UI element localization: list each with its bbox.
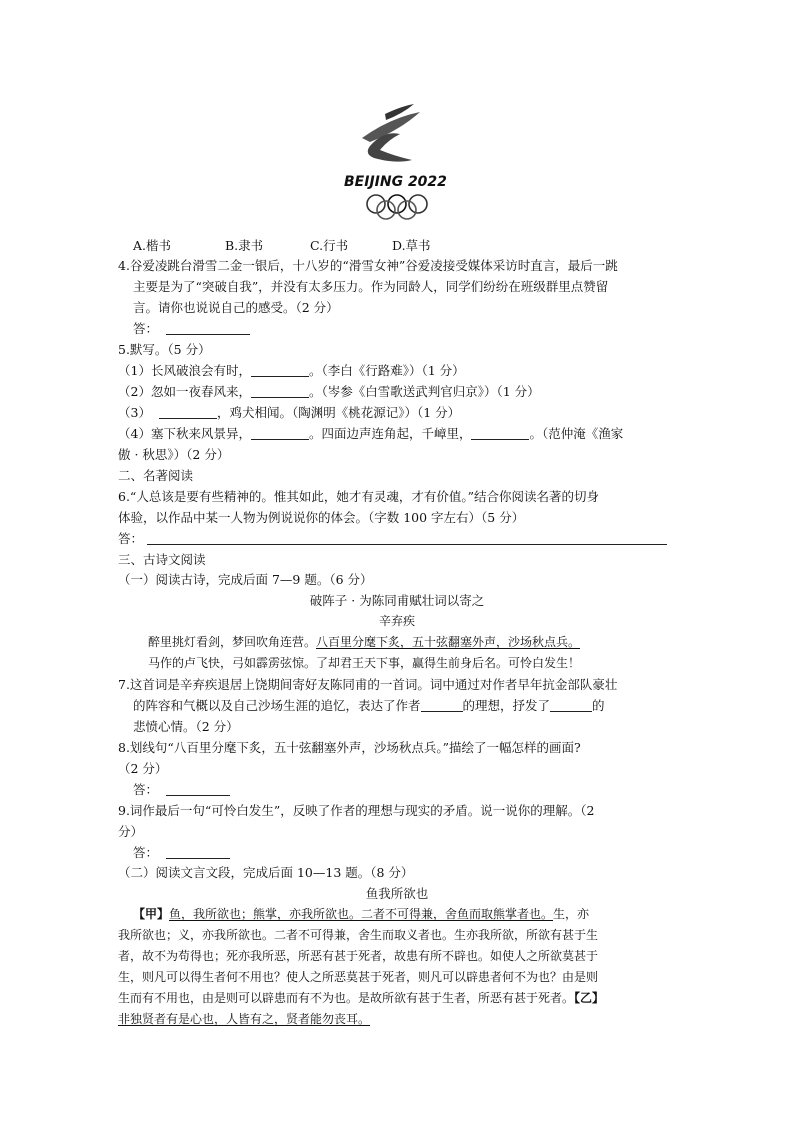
section2-heading: 二、名著阅读 bbox=[118, 468, 194, 483]
q6-line2: 体验，以作品中某一人物为例说说你的体会。（字数 100 字左右）（5 分） bbox=[118, 510, 525, 525]
q7-line2-suffix: 的 bbox=[592, 698, 605, 713]
yi-label: 【乙】 bbox=[574, 991, 605, 1005]
q5-item1-blank[interactable] bbox=[251, 364, 309, 377]
q7-line1: 7.这首词是辛弃疾退居上饶期间寄好友陈同甫的一首词。词中通过对作者早年抗金部队豪壮 bbox=[118, 677, 618, 692]
q5-item1-prefix: （1）长风破浪会有时， bbox=[118, 363, 251, 378]
q5-item4-prefix: （4）塞下秋来风景异， bbox=[118, 426, 251, 441]
q8-answer bbox=[133, 780, 230, 798]
text-underlined-sentence-2: 非独贤者有是心也，人皆有之，贤者能勿丧耳。 bbox=[118, 1012, 371, 1026]
answer-label: 答： bbox=[118, 531, 144, 546]
q5-item1-suffix: 。（李白《行路难》）（1 分） bbox=[308, 363, 465, 378]
text-line1-tail: 生，亦 bbox=[553, 907, 590, 921]
q9-answer bbox=[133, 843, 230, 861]
text-line5-plain: 生而有不用也，由是则可以辟患而有不为也。是故所欲有甚于生者，所恶有甚于死者。 bbox=[118, 991, 575, 1005]
q8-answer-blank[interactable] bbox=[166, 783, 230, 796]
text-line4: 生，则凡可以得生者何不用也？使人之所恶莫甚于死者，则凡可以辟患者何不为也？由是则 bbox=[118, 970, 599, 984]
option-d: D.草书 bbox=[392, 238, 431, 253]
winter-olympics-emblem-icon bbox=[340, 100, 470, 220]
logo-wordmark: BEIJING 2022 bbox=[344, 174, 447, 190]
poem-underlined-sentence: 八百里分麾下炙，五十弦翻塞外声，沙场秋点兵。 bbox=[316, 635, 581, 649]
q5-item4-blank-2[interactable] bbox=[471, 427, 529, 440]
poem-line1 bbox=[148, 633, 580, 650]
text-line1 bbox=[133, 905, 589, 922]
text-line6 bbox=[118, 1010, 370, 1027]
option-c: C.行书 bbox=[310, 238, 349, 253]
part1-instruction: （一）阅读古诗，完成后面 7—9 题。（6 分） bbox=[118, 572, 373, 587]
q5-title: 5.默写。（5 分） bbox=[118, 342, 211, 357]
q4-line3: 言。请你也说说自己的感受。（2 分） bbox=[133, 300, 339, 315]
q5-item3-prefix: （3） bbox=[118, 405, 151, 420]
poem-line2: 马作的卢飞快，弓如霹雳弦惊。了却君王天下事，赢得生前身后名。可怜白发生！ bbox=[148, 656, 581, 670]
q5-item2-blank[interactable] bbox=[251, 385, 309, 398]
answer-label: 答： bbox=[133, 321, 159, 336]
jia-label: 【甲】 bbox=[133, 907, 170, 921]
q9-line2: 分） bbox=[118, 824, 144, 839]
q9-line1: 9.词作最后一句“可怜白发生”，反映了作者的理想与现实的矛盾。说一说你的理解。（2 bbox=[118, 803, 595, 818]
text-line2: 我所欲也；义，亦我所欲也。二者不可得兼，舍生而取义者也。生亦我所欲，所欲有甚于生 bbox=[118, 928, 599, 942]
q6-line1: 6.“人总该是要有些精神的。惟其如此，她才有灵魂，才有价值。”结合你阅读名著的切身 bbox=[118, 489, 599, 504]
option-b: B.隶书 bbox=[225, 238, 264, 253]
poem-line1-plain: 醉里挑灯看剑，梦回吹角连营。 bbox=[148, 635, 317, 649]
q5-item3 bbox=[118, 403, 460, 421]
poem-title: 破阵子 · 为陈同甫赋壮词以寄之 bbox=[309, 593, 485, 608]
q4-line1: 4.谷爱凌跳台滑雪二金一银后，十八岁的“滑雪女神”谷爱凌接受媒体采访时直言，最后一跳 bbox=[118, 258, 618, 273]
q5-item3-blank[interactable] bbox=[159, 406, 217, 419]
q7-line2 bbox=[133, 696, 605, 714]
q8-line2: （2 分） bbox=[118, 761, 168, 776]
q7-line2-prefix: 的阵容和气概以及自己沙场生涯的追忆，表达了作者 bbox=[133, 698, 421, 713]
text-line5 bbox=[118, 989, 604, 1006]
q5-item2 bbox=[118, 382, 540, 400]
q6-answer-blank[interactable] bbox=[147, 532, 667, 545]
beijing-2022-emblem bbox=[340, 100, 470, 220]
section3-heading: 三、古诗文阅读 bbox=[118, 552, 206, 567]
poem-author: 辛弃疾 bbox=[378, 614, 415, 628]
q8-line1: 8.划线句“八百里分麾下炙，五十弦翻塞外声，沙场秋点兵。”描绘了一幅怎样的画面? bbox=[118, 740, 581, 755]
q5-item3-suffix: ，鸡犬相闻。（陶渊明《桃花源记》）（1 分） bbox=[216, 405, 461, 420]
q7-blank-1[interactable] bbox=[421, 699, 463, 712]
q5-item4-cont: 傲 · 秋思》）（2 分） bbox=[118, 447, 230, 462]
olympic-rings-icon bbox=[367, 195, 427, 219]
text-title: 鱼我所欲也 bbox=[365, 886, 429, 901]
q5-item4-middle: 。四面边声连角起，千嶂里， bbox=[308, 426, 472, 441]
text-underlined-sentence-1: 鱼，我所欲也；熊掌，亦我所欲也。二者不可得兼，舍鱼而取熊掌者也。 bbox=[169, 907, 554, 921]
q5-item2-suffix: 。（岑参《白雪歌送武判官归京》）（1 分） bbox=[308, 384, 540, 399]
text-line3: 者，故不为苟得也；死亦我所恶，所恶有甚于死者，故患有所不辟也。如使人之所欲莫甚于 bbox=[118, 949, 599, 963]
q5-item4-blank-1[interactable] bbox=[251, 427, 309, 440]
answer-label: 答： bbox=[133, 782, 159, 797]
q6-answer bbox=[118, 529, 667, 547]
q7-blank-2[interactable] bbox=[550, 699, 592, 712]
q5-item4-source: 。（范仲淹《渔家 bbox=[529, 426, 624, 441]
answer-label: 答： bbox=[133, 845, 159, 860]
q7-line3: 悲愤心情。（2 分） bbox=[133, 719, 239, 734]
part2-instruction: （二）阅读文言文段，完成后面 10—13 题。（8 分） bbox=[118, 865, 414, 880]
q5-item2-prefix: （2）忽如一夜春风来， bbox=[118, 384, 251, 399]
q5-item1 bbox=[118, 361, 465, 379]
q7-line2-middle: 的理想，抒发了 bbox=[462, 698, 551, 713]
option-a: A.楷书 bbox=[133, 238, 172, 253]
q4-answer bbox=[133, 319, 250, 337]
q9-answer-blank[interactable] bbox=[166, 846, 230, 859]
q5-item4 bbox=[118, 424, 623, 442]
q4-line2: 主要是为了“突破自我”，并没有太多压力。作为同龄人，同学们纷纷在班级群里点赞留 bbox=[133, 279, 609, 294]
answer-blank[interactable] bbox=[166, 322, 250, 335]
